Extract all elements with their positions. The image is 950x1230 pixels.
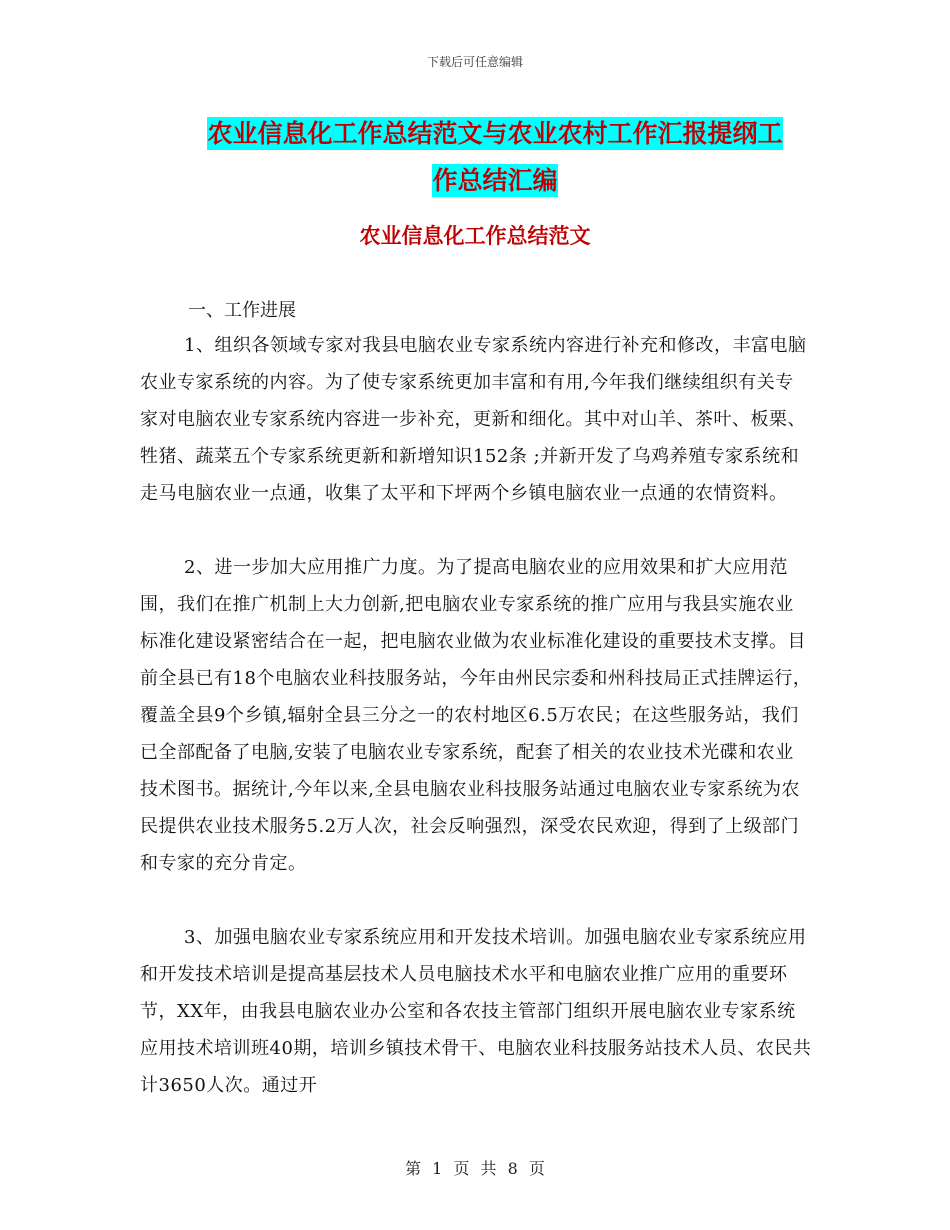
document-title <box>120 110 870 204</box>
title-line-1: 农业信息化工作总结范文与农业农村工作汇报提纲工 <box>207 119 783 148</box>
paragraph-3: 3、加强电脑农业专家系统应用和开发技术培训。加强电脑农业专家系统应用和开发技术培训是提高基层技术人员电脑技术水平和电脑农业推广应用的重要环节，XX年，由我县电脑农业办公室和各农技主管部门组织开展电脑农业专家系统应用技术培训班40期，培训乡镇技术骨干、电脑农业科技服务站技术人员、农民共计3650人次。通过开 <box>140 927 812 1096</box>
paragraph-2: 2、进一步加大应用推广力度。为了提高电脑农业的应用效果和扩大应用范围，我们在推广机制上大力创新,把电脑农业专家系统的推广应用与我县实施农业标准化建设紧密结合在一起，把电脑农业做为农业标准化建设的重要技术支撑。目前全县已有18个电脑农业科技服务站，今年由州民宗委和州科技局正式挂牌运行，覆盖全县9个乡镇,辐射全县三分之一的农村地区6.5万农民；在这些服务站，我们已全部配备了电脑,安装了电脑农业专家系统，配套了相关的农业技术光碟和农业技术图书。据统计,今年以来,全县电脑农业科技服务站通过电脑农业专家系统为农民提供农业技术服务5.2万人次，社会反响强烈，深受农民欢迎，得到了上级部门和专家的充分肯定。 <box>140 557 812 874</box>
heading-work-progress: 一、工作进展 <box>188 300 296 321</box>
paragraph-1: 1、组织各领域专家对我县电脑农业专家系统内容进行补充和修改，丰富电脑农业专家系统的内容。为了使专家系统更加丰富和有用,今年我们继续组织有关专家对电脑农业专家系统内容进一步补充，更新和细化。其中对山羊、茶叶、板栗、牲猪、蔬菜五个专家系统更新和新增知识152条 ;并新开发了乌鸡养殖专家系统和走马电脑农业一点通，收集了太平和下坪两个乡镇电脑农业一点通的农情资料。 <box>140 335 807 504</box>
page-footer: 第 1 页 共 8 页 <box>405 1159 545 1178</box>
title-line-2: 作总结汇编 <box>432 166 558 195</box>
section-title: 农业信息化工作总结范文 <box>359 224 591 248</box>
header-note: 下载后可任意编辑 <box>426 55 523 69</box>
